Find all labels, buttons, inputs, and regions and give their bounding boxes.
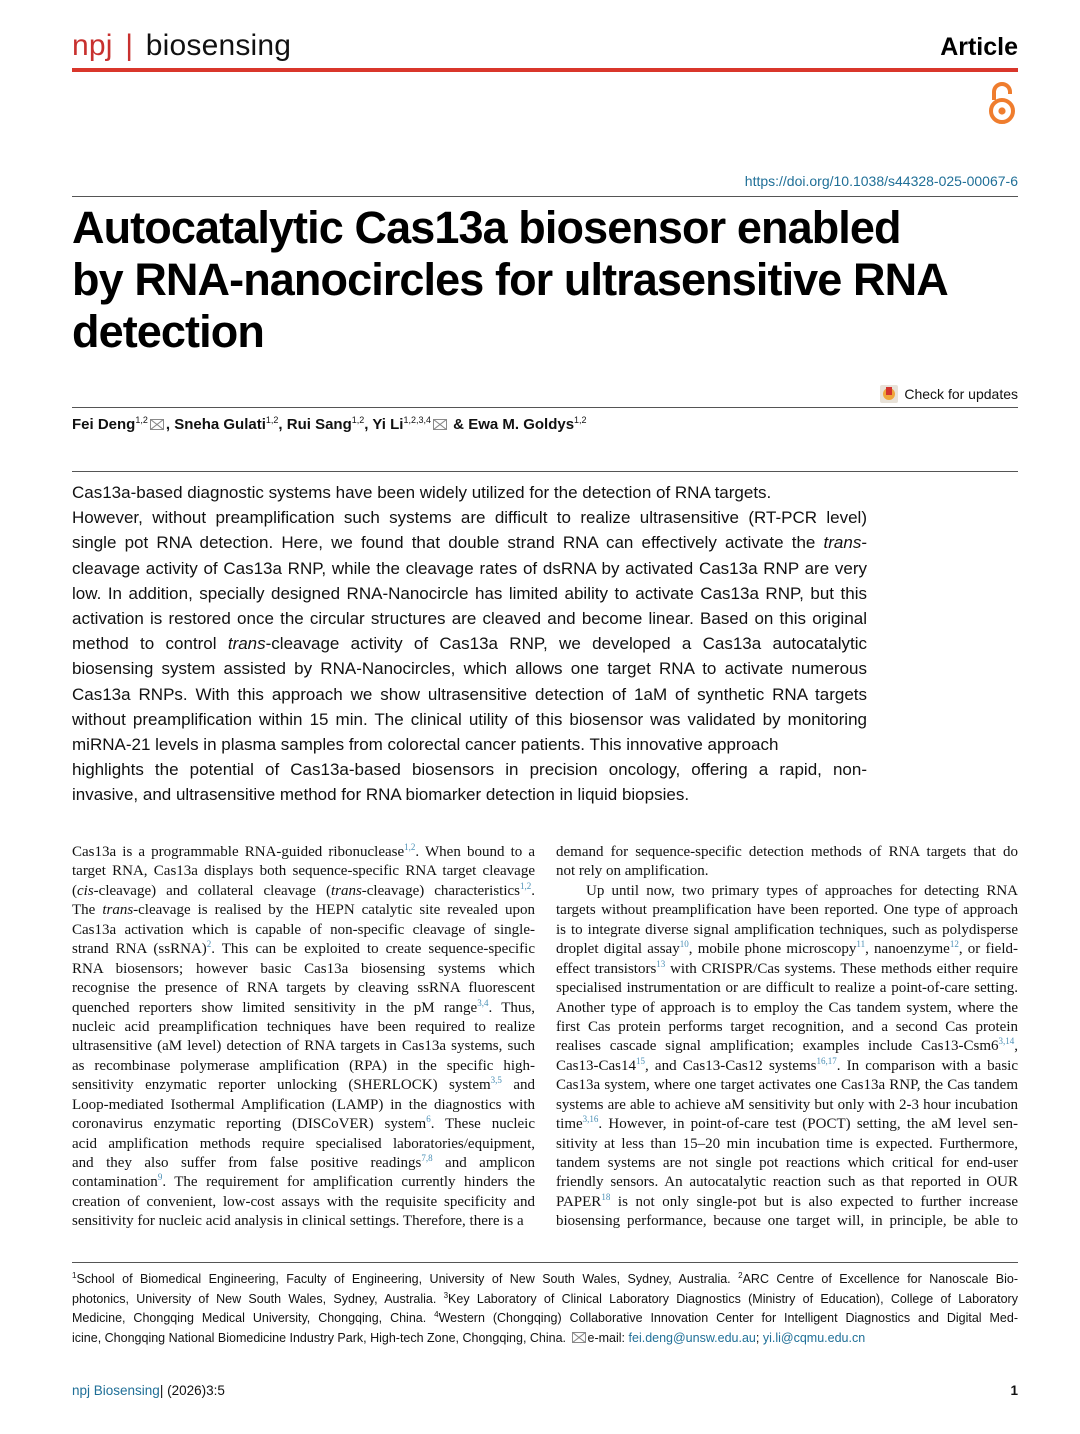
author-separator: , — [278, 416, 287, 433]
journal-logo — [72, 28, 291, 64]
citation-superscript[interactable]: 2 — [206, 939, 212, 950]
abstract-line: Cas13a-based diagnostic systems have been widely utilized for the detection of RNA targets. — [72, 483, 772, 502]
author-affiliation-marker: 1,2 — [135, 415, 148, 425]
body-text-line: sensitivity for nucleic acid analysis in clinical settings. Therefore, there is a — [72, 1213, 524, 1230]
italic-term: trans — [330, 882, 362, 899]
author-separator: , — [165, 416, 175, 433]
abstract-line: biosensing system assisted by RNA-Nanocircles, which allows one target RNA to activate numerous — [72, 659, 867, 679]
body-text-line: quenched reporters show limited sensitivity in the pM range$^{3,4}$. Thus, — [72, 997, 535, 1016]
body-text-line: effect transistors$^{13}$ with CRISPR/Cas systems. These methods either require — [556, 958, 1018, 977]
body-text-line: RNA biosensors; however basic Cas13a biosensing systems which — [72, 960, 535, 977]
citation-superscript[interactable]: 4 — [434, 1310, 439, 1319]
body-text-line: tandem systems are not single pot reactions which critical for end-user — [556, 1155, 1018, 1171]
citation-superscript[interactable]: 3 — [443, 1290, 449, 1300]
italic-term: cis — [77, 882, 94, 899]
divider — [72, 407, 1018, 408]
body-text-line: Loop-mediated Isothermal Amplification (LAMP) in the diagnostics with — [72, 1096, 535, 1113]
author-affiliation-marker: 1,2 — [351, 415, 365, 425]
body-column-left — [72, 843, 535, 1232]
citation-superscript[interactable]: 10 — [679, 939, 689, 950]
divider — [72, 471, 1018, 472]
footer-volume: (2026)3:5 — [167, 1383, 225, 1398]
footer-citation — [72, 1383, 225, 1399]
abstract-line: cleavage activity of Cas13a RNP, while the cleavage rates of dsRNA by activated Cas13a RNP are very — [72, 558, 867, 578]
author-name[interactable]: Yi Li — [372, 416, 404, 433]
abstract-line: invasive, and ultrasensitive method for RNA biomarker detection in liquid biopsies. — [72, 785, 690, 805]
author-affiliation-marker: 1,2 — [265, 415, 279, 425]
email-icon[interactable] — [433, 419, 447, 430]
author-affiliation-marker: 1,2 — [574, 415, 587, 425]
email-icon — [572, 1332, 586, 1343]
author-name[interactable]: Rui Sang — [286, 416, 352, 433]
doi-link[interactable]: https://doi.org/10.1038/s44328-025-00067-6 — [744, 173, 1018, 189]
body-text-line: sitivity at less than 15–20 min incubation time is expected. Furthermore, — [556, 1135, 1018, 1152]
citation-superscript[interactable]: 11 — [856, 939, 866, 950]
body-text-line: time$^{3,16}$. However, in point-of-care test (POCT) setting, the aM level sen- — [556, 1114, 1018, 1133]
title-line: Autocatalytic Cas13a biosensor enabled — [72, 202, 901, 253]
body-text-line: Cas13a is a programmable RNA-guided ribonuclease$^{1,2}$. When bound to a — [72, 842, 536, 860]
body-text-line: target RNA, Cas13a displays both sequence-specific RNA target cleavage — [72, 863, 535, 880]
author-name[interactable]: Sneha Gulati — [174, 416, 266, 433]
body-text-line: droplet digital assay$^{10}$, mobile phone microscopy$^{11}$, nanoenzyme$^{12}$, or field- — [556, 939, 1018, 958]
journal-separator: | — [125, 29, 134, 62]
body-text-line: creation of convenient, low-cost assays with the requisite specificity and — [72, 1193, 535, 1210]
italic-term: trans — [102, 902, 134, 919]
abstract-line: method to control trans-cleavage activity of Cas13a RNP, we developed a Cas13a autocatalytic — [72, 634, 868, 654]
affiliation-line: $^1$School of Biomedical Engineering, Faculty of Engineering, University of New South Wales, Sydney, Australia. $^2$ARC Centre of Excellence for Nanoscale Bio- — [72, 1271, 1018, 1286]
body-text-line: strand RNA (ssRNA)$^2$. This can be exploited to create sequence-specific — [72, 939, 535, 958]
abstract-line: single pot RNA detection. Here, we found that double strand RNA can effectively activate the trans- — [72, 533, 867, 553]
affiliation-line: icine, Chongqing National Biomedicine Industry Park, High-tech Zone, Chongqing, China. e-mail: fei.deng@unsw.edu.au; yi.li@cqmu.edu.cn — [72, 1330, 866, 1345]
header-rule — [72, 68, 1018, 72]
citation-superscript[interactable]: 3,14 — [998, 1036, 1015, 1047]
body-text-line: Cas13a activation which is capable of non-specific cleavage of single- — [72, 921, 535, 938]
abstract-line: activation is restored once the circular structures are cleaved and become linear. Based on this original — [72, 608, 867, 628]
body-text-line: as recombinase polymerase amplification (RPA) in the specific high- — [72, 1057, 535, 1074]
citation-superscript[interactable]: 16,17 — [816, 1055, 837, 1066]
email-separator: ; — [755, 1330, 760, 1345]
italic-term: trans — [823, 533, 862, 553]
body-text-line: friendly sensors. An autocatalytic reaction such as that reported in OUR — [556, 1174, 1018, 1191]
abstract — [72, 480, 867, 807]
check-for-updates-label: Check for updates — [904, 386, 1018, 402]
body-text-line: first Cas protein performs target recognition, and a second Cas protein — [556, 1018, 1018, 1035]
divider — [72, 1262, 1018, 1263]
body-text-line: coronavirus enzymatic reporting (DISCoVER) system$^6$. These nucleic — [72, 1114, 535, 1133]
body-text-line: realises cascade signal amplification; examples include Cas13-Csm6$^{3,14}$, — [556, 1036, 1018, 1055]
abstract-line: low. In addition, specially designed RNA-Nanocircle has limited ability to activate Cas13a RNP, but this — [72, 583, 867, 603]
footer-journal-link[interactable]: npj Biosensing — [72, 1383, 160, 1398]
citation-superscript[interactable]: 3,16 — [582, 1114, 599, 1125]
author-name[interactable]: Ewa M. Goldys — [468, 416, 575, 433]
check-for-updates-button[interactable] — [880, 385, 1018, 403]
citation-superscript[interactable]: 2 — [738, 1271, 743, 1280]
citation-superscript[interactable]: 18 — [601, 1191, 611, 1202]
author-name[interactable]: Fei Deng — [72, 416, 136, 433]
body-text-line: recognise the presence of RNA targets by cleaving ssRNA fluorescent — [72, 980, 535, 997]
body-text-line: and they also suffer from false positive readings$^{7,8}$ and amplicon — [72, 1153, 535, 1171]
italic-term: trans — [227, 634, 266, 654]
abstract-line: without preamplification within 15 min. The clinical utility of this biosensor was validated by monitoring — [72, 709, 867, 729]
citation-superscript[interactable]: 7,8 — [421, 1153, 433, 1163]
body-text-line: Another type of approach is to employ the Cas tandem system, where the — [556, 999, 1018, 1016]
author-list — [72, 415, 587, 435]
body-text-line: (cis-cleavage) and collateral cleavage (trans-cleavage) characteristics$^{1,2}$. — [72, 880, 535, 899]
affiliation-line: photonics, University of New South Wales, Sydney, Australia. $^3$Key Laboratory of Clinical Laboratory Diagnostics (Ministry of Education), College of Laboratory — [72, 1290, 1018, 1306]
citation-superscript[interactable]: 3,4 — [477, 997, 489, 1008]
citation-superscript[interactable]: 9 — [157, 1172, 163, 1183]
abstract-line: miRNA-21 levels in plasma samples from colorectal cancer patients. This innovative approach — [72, 734, 779, 754]
email-link[interactable]: yi.li@cqmu.edu.cn — [762, 1330, 866, 1345]
article-title — [72, 202, 1032, 358]
author-affiliation-marker: 1,2,3,4 — [403, 415, 432, 425]
journal-name: biosensing — [145, 29, 292, 62]
citation-superscript[interactable]: 13 — [656, 958, 666, 969]
citation-superscript[interactable]: 12 — [949, 939, 959, 950]
citation-superscript[interactable]: 15 — [636, 1055, 645, 1066]
email-label: e-mail: — [587, 1330, 626, 1345]
affiliations — [72, 1270, 1018, 1348]
author-separator: & — [449, 416, 469, 433]
body-text-line: nucleic acid preamplification techniques have been required to realize — [72, 1018, 535, 1035]
email-link[interactable]: fei.deng@unsw.edu.au — [628, 1330, 756, 1345]
page-number: 1 — [1010, 1383, 1018, 1398]
body-text-line: targets without preamplification have been reported. One type of approach — [556, 902, 1018, 919]
body-text-line: The trans-cleavage is realised by the HEPN catalytic site revealed upon — [72, 902, 535, 919]
journal-prefix: npj — [72, 29, 113, 62]
abstract-line: Cas13a RNPs. With this approach we show ultrasensitive detection of 1aM of synthetic RNA targets — [72, 684, 867, 704]
title-line: detection — [72, 306, 264, 357]
body-column-right — [556, 843, 1018, 1232]
abstract-line: highlights the potential of Cas13a-based biosensors in precision oncology, offering a rapid, non- — [72, 760, 867, 780]
abstract-line: However, without preamplification such systems are difficult to realize ultrasensitive (RT-PCR level) — [72, 508, 867, 528]
citation-superscript[interactable]: 1 — [72, 1271, 77, 1280]
citation-superscript[interactable]: 6 — [426, 1114, 431, 1125]
citation-superscript[interactable]: 1,2 — [520, 880, 532, 891]
email-icon[interactable] — [150, 419, 164, 430]
body-text-line: PAPER$^{18}$ is not only single-pot but is also expected to further increase — [556, 1191, 1018, 1210]
check-for-updates-icon — [880, 385, 898, 403]
body-text-line: $Cas13-Cas14^{15}$, and Cas13-Cas12 systems$^{16,17}$. In comparison with a basic — [556, 1055, 1018, 1074]
body-text-line: specialised instrumentation or are difficult to realize a point-of-care setting. — [556, 980, 1018, 997]
citation-superscript[interactable]: 3,5 — [490, 1075, 502, 1086]
body-text-line: sensitivity enzymatic reporter unlocking (SHERLOCK) system$^{3,5}$ and — [72, 1075, 535, 1094]
title-line: by RNA-nanocircles for ultrasensitive RNA — [72, 254, 948, 305]
body-text-line: biosensing performance, because one target will, in principle, be able to — [556, 1213, 1018, 1230]
body-text-line: contamination$^9$. The requirement for amplification currently hinders the — [72, 1172, 535, 1191]
open-access-lock-icon — [986, 80, 1018, 126]
body-text-line: not rely on amplification. — [556, 863, 709, 880]
affiliation-line: Medicine, Chongqing Medical University, Chongqing, China. $^4$Western (Chongqing) Collaborative Innovation Center for Intelligent Diagnostics and Digital Med- — [72, 1310, 1018, 1325]
body-text-line: demand for sequence-specific detection methods of RNA targets that do — [556, 844, 1018, 860]
footer-separator: | — [159, 1383, 164, 1398]
divider — [72, 196, 1018, 197]
body-text-line: acid amplification methods require specialised laboratories/equipment, — [72, 1135, 535, 1152]
body-text-line: ultrasensitive (aM level) detection of RNA targets in Cas13a systems, such — [72, 1038, 535, 1055]
body-text-line: Cas13a system, where one target activates one Cas13a RNP, the Cas tandem — [556, 1077, 1018, 1094]
body-text-line: systems are able to achieve aM sensitivity but only with 2-3 hour incubation — [556, 1096, 1018, 1113]
body-text-line: is to integrate diverse signal amplification techniques, such as polydisperse — [556, 921, 1018, 938]
body-text-line: Up until now, two primary types of approaches for detecting RNA — [586, 882, 1018, 899]
author-separator: , — [364, 416, 373, 433]
citation-superscript[interactable]: 1,2 — [404, 842, 416, 852]
article-type: Article — [940, 33, 1018, 61]
